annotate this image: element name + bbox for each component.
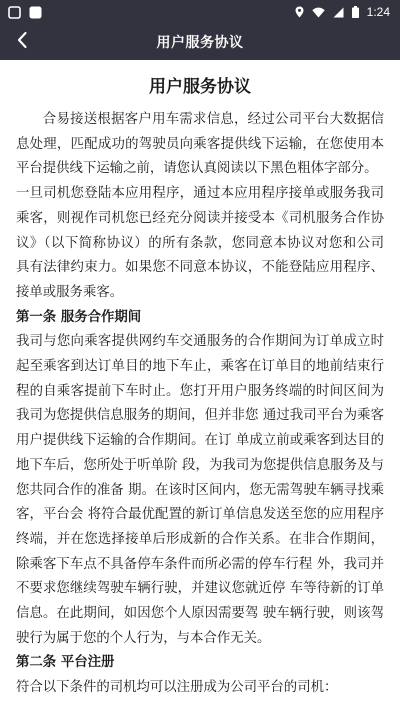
intro-paragraph: 一旦司机您登陆本应用程序，通过本应用程序接单或服务我司乘客，则视作司机您已经充分阅读并接受本《司机服务合作协议》（以下简称协议）的所有条款，您同意本协议对您和公司具有法律约束力。如果您不同意本协议，不能登陆应用程序、接单或服务乘客。 xyxy=(16,186,384,300)
wifi-icon xyxy=(312,7,325,18)
app-bar-title: 用户服务协议 xyxy=(156,35,244,51)
status-bar xyxy=(0,0,400,24)
section-body: 符合以下条件的司机均可以注册成为公司平台的司机： xyxy=(16,680,338,696)
section-heading: 第一条 服务合作期间 xyxy=(16,309,142,325)
chevron-left-icon xyxy=(16,31,28,53)
notification-square-icon xyxy=(8,6,21,19)
location-icon xyxy=(295,6,304,18)
intro-paragraph: 合易接送根据客户用车需求信息，经过公司平台大数据信息处理，匹配成功的驾驶员向乘客提供线下运输，在您使用本平台提供线下运输之前，请您认真阅读以下黑色粗体字部分。 xyxy=(16,112,384,177)
agreement-content[interactable] xyxy=(0,60,400,711)
back-button[interactable] xyxy=(6,24,38,60)
cell-signal-icon xyxy=(333,7,344,18)
android-app-icon xyxy=(29,6,42,19)
section-heading: 第二条 平台注册 xyxy=(16,655,115,671)
status-right xyxy=(295,5,390,19)
app-bar xyxy=(0,24,400,60)
battery-icon xyxy=(352,6,359,18)
document-title: 用户服务协议 xyxy=(149,77,251,97)
status-left xyxy=(8,6,42,19)
section-body: 我司与您向乘客提供网约车交通服务的合作期间为订单成立时起至乘客到达订单目的地下车止，乘客在订单目的地前结束行程的自乘客提前下车时止。您打开用户服务终端的时间区间为我司为您提供信息服务的期间，但并非您 通过我司平台为乘客用户提供线下运输的合作期间。在订 单成立前或乘客到达目的地下车后，您所处于听单阶 段，为我司为您提供信息服务及与您共同合作的准备 期。在该时区间内，您无需驾驶车辆寻找乘客，平台会 将符合最优配置的新订单信息发送至您的应用程序终端，并在您选择接单后形成新的合作关系。在非合作期间，除乘客下车点不具备停车条件而所必需的停车行程 外，我司并不要求您继续驾驶车辆行驶，并建议您就近停 车等待新的订单信息。在此期间，如因您个人原因需要驾 驶车辆行驶，则该驾驶行为属于您的个人行为，与本合作无关。 xyxy=(16,334,384,646)
status-time: 1:24 xyxy=(366,5,390,19)
